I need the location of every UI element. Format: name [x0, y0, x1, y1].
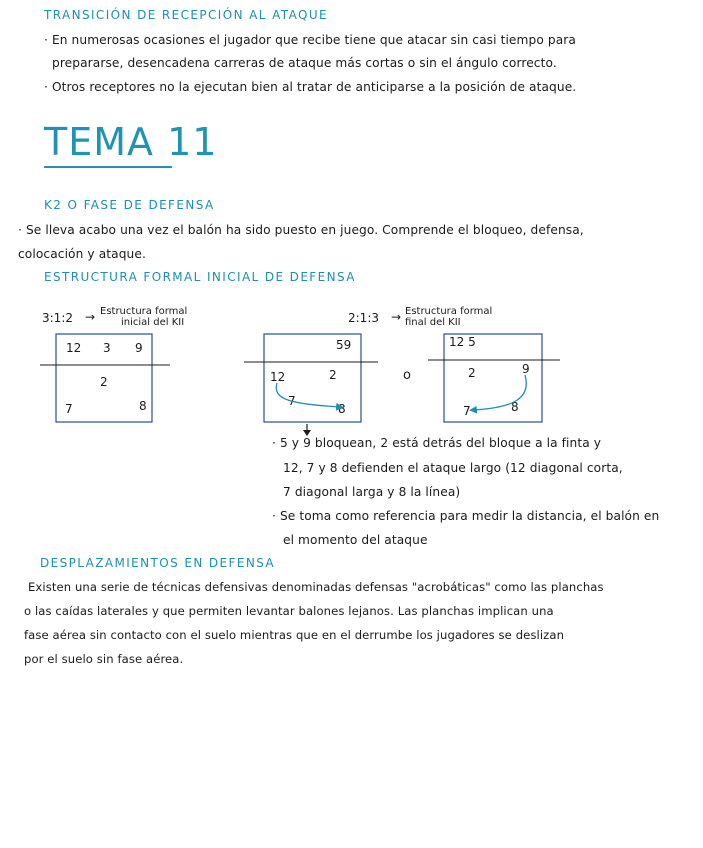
formation-label: 2:1:3 [348, 311, 379, 325]
arrow-right-icon: → [85, 310, 96, 324]
player-number: 8 [139, 399, 147, 413]
note-line: · 5 y 9 bloquean, 2 está detrás del bloque a la finta y [272, 436, 602, 450]
diagram-caption: final del KII [405, 317, 461, 328]
bullet-line: prepararse, desencadena carreras de ataque más cortas o sin el ángulo correcto. [52, 56, 557, 70]
player-number: 7 [463, 404, 471, 418]
paragraph-line: colocación y ataque. [18, 247, 146, 261]
player-number: 7 [65, 402, 73, 416]
player-number: 9 [522, 362, 530, 376]
note-line: el momento del ataque [283, 533, 428, 547]
section-heading-transicion: TRANSICIÓN DE RECEPCIÓN AL ATAQUE [44, 8, 328, 22]
player-number: 2 [468, 366, 476, 380]
player-number: 3 [103, 341, 111, 355]
bullet-line: · En numerosas ocasiones el jugador que recibe tiene que atacar sin casi tiempo para [44, 33, 576, 47]
arrow-right-icon: → [391, 310, 402, 324]
player-number: 12 5 [449, 335, 476, 349]
page-title: TEMA 11 [44, 120, 218, 164]
diagram-caption: Estructura formal [405, 306, 493, 317]
player-number: 12 [66, 341, 82, 355]
paragraph-line: por el suelo sin fase aérea. [24, 652, 184, 666]
section-heading-desplazamientos: DESPLAZAMIENTOS EN DEFENSA [40, 556, 276, 570]
court-diagram-1 [40, 334, 170, 422]
diagram-caption: inicial del KII [121, 317, 185, 328]
section-heading-estructura: ESTRUCTURA FORMAL INICIAL DE DEFENSA [44, 270, 356, 284]
note-line: · Se toma como referencia para medir la distancia, el balón en [272, 509, 660, 523]
player-number: 2 [100, 375, 108, 389]
paragraph-line: o las caídas laterales y que permiten levantar balones lejanos. Las planchas implican una [24, 604, 554, 618]
section-heading-k2: K2 O FASE DE DEFENSA [44, 198, 215, 212]
player-number: 12 [270, 370, 286, 384]
court-diagram-3 [428, 334, 560, 422]
player-number: 2 [329, 368, 337, 382]
player-number: 7 [288, 394, 296, 408]
note-line: 7 diagonal larga y 8 la línea) [283, 485, 461, 499]
diagram-caption: Estructura formal [100, 306, 188, 317]
formation-label: 3:1:2 [42, 311, 73, 325]
movement-arrow [276, 383, 340, 407]
player-number: 9 [135, 341, 143, 355]
player-number: 8 [511, 400, 519, 414]
note-line: 12, 7 y 8 defienden el ataque largo (12 diagonal corta, [283, 461, 623, 475]
paragraph-line: · Se lleva acabo una vez el balón ha sido puesto en juego. Comprende el bloqueo, defensa, [18, 223, 584, 237]
paragraph-line: fase aérea sin contacto con el suelo mientras que en el derrumbe los jugadores se deslizan [24, 628, 565, 642]
connector-text: o [403, 368, 411, 383]
player-number: 59 [336, 338, 352, 352]
player-number: 8 [338, 402, 346, 416]
paragraph-line: Existen una serie de técnicas defensivas denominadas defensas "acrobáticas" como las planchas [28, 580, 604, 594]
bullet-line: · Otros receptores no la ejecutan bien al tratar de anticiparse a la posición de ataque. [44, 80, 577, 94]
court-diagram-2 [244, 334, 378, 436]
